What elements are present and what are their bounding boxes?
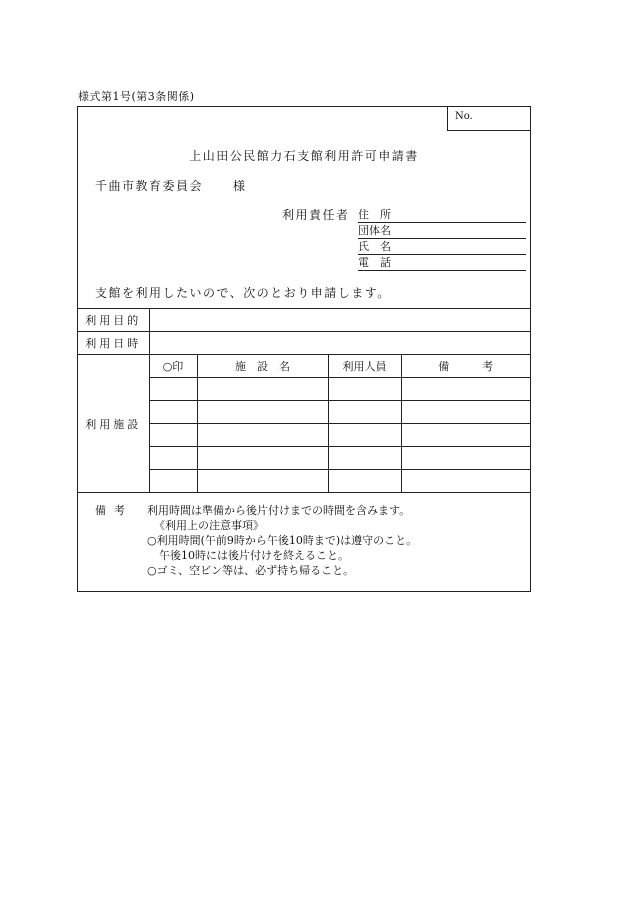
facility-name-cell[interactable] [197, 470, 328, 493]
attendees-cell[interactable] [328, 447, 401, 470]
attendees-cell[interactable] [328, 470, 401, 493]
address-label: 住 所 [358, 208, 391, 221]
purpose-row [78, 309, 530, 332]
facility-name-cell[interactable] [197, 424, 328, 447]
remarks-cell[interactable] [401, 447, 530, 470]
form-number: 様式第1号(第3条関係) [78, 90, 195, 103]
notes-line: 《利用上の注意事項》 [154, 519, 264, 532]
column-header-mark: ○印 [149, 355, 197, 378]
no-label: No. [455, 111, 473, 122]
name-label: 氏 名 [358, 240, 391, 253]
attendees-cell[interactable] [328, 378, 401, 401]
facility-label: 利用施設 [78, 355, 149, 493]
datetime-row [78, 332, 530, 355]
addressee-name: 千曲市教育委員会 [95, 179, 204, 193]
mark-cell[interactable] [149, 470, 197, 493]
group-name-label: 団体名 [358, 224, 391, 237]
remarks-cell[interactable] [401, 470, 530, 493]
usage-table [78, 308, 530, 493]
notes-line: 利用時間は準備から後片付けまでの時間を含みます。 [147, 504, 411, 517]
addressee [95, 177, 247, 194]
column-header-attendees: 利用人員 [328, 355, 401, 378]
application-form [77, 106, 531, 592]
remarks-cell[interactable] [401, 401, 530, 424]
datetime-label: 利用日時 [78, 332, 149, 355]
facility-name-cell[interactable] [197, 447, 328, 470]
addressee-honorific: 様 [233, 179, 247, 193]
mark-cell[interactable] [149, 401, 197, 424]
attendees-cell[interactable] [328, 401, 401, 424]
facility-name-cell[interactable] [197, 401, 328, 424]
phone-label: 電 話 [358, 256, 391, 269]
facility-header-row [78, 355, 530, 378]
column-header-remarks: 備 考 [401, 355, 530, 378]
mark-cell[interactable] [149, 447, 197, 470]
notes-line: ○利用時間(午前9時から午後10時まで)は遵守のこと。 [147, 534, 418, 547]
address-field[interactable] [358, 207, 526, 223]
notes-line: ○ゴミ、空ビン等は、必ず持ち帰ること。 [147, 564, 355, 577]
attendees-cell[interactable] [328, 424, 401, 447]
purpose-label: 利用目的 [78, 309, 149, 332]
name-field[interactable] [358, 239, 526, 255]
phone-field[interactable] [358, 255, 526, 271]
application-statement: 支館を利用したいので、次のとおり申請します。 [95, 286, 391, 300]
group-name-field[interactable] [358, 223, 526, 239]
remarks-cell[interactable] [401, 378, 530, 401]
no-box [447, 106, 531, 131]
notes-line: 午後10時には後片付けを終えること。 [159, 549, 349, 562]
mark-cell[interactable] [149, 424, 197, 447]
page-title: 上山田公民館力石支館利用許可申請書 [189, 149, 419, 163]
responsible-person-label: 利用責任者 [282, 208, 350, 222]
facility-name-cell[interactable] [197, 378, 328, 401]
datetime-input[interactable] [149, 332, 530, 355]
column-header-facility-name: 施 設 名 [197, 355, 328, 378]
remarks-cell[interactable] [401, 424, 530, 447]
purpose-input[interactable] [149, 309, 530, 332]
notes-label: 備考 [95, 504, 133, 517]
mark-cell[interactable] [149, 378, 197, 401]
